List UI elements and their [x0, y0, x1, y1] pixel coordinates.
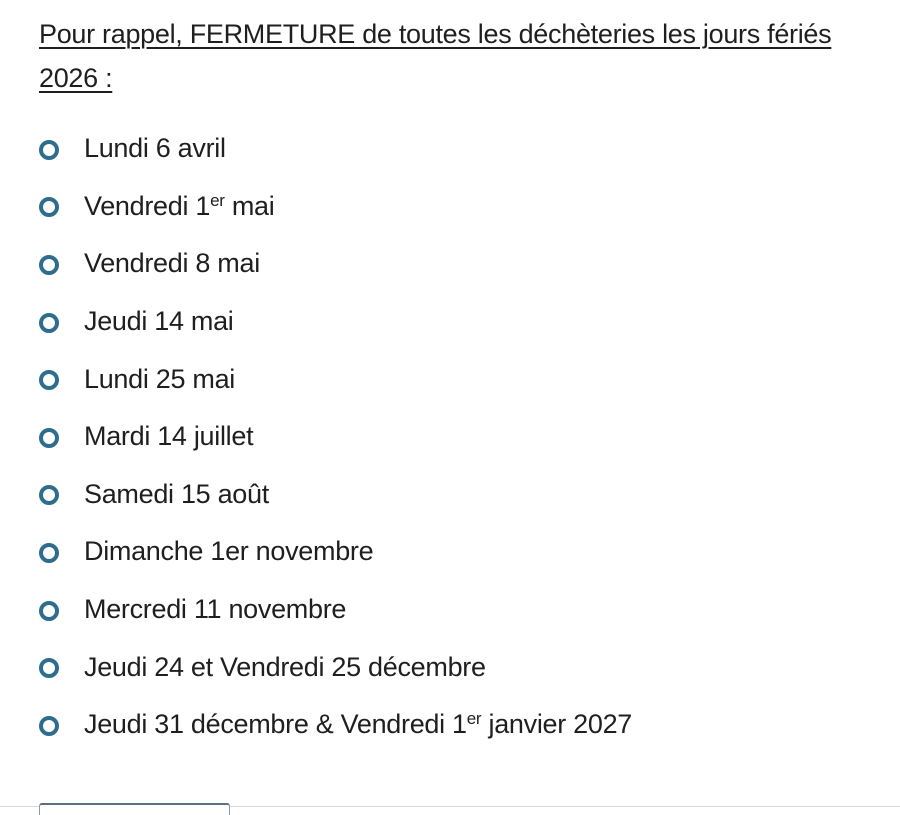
list-item — [39, 523, 879, 581]
holiday-label — [84, 709, 632, 740]
holiday-label: Dimanche 1er novembre — [84, 536, 374, 567]
ring-bullet-icon — [39, 313, 59, 333]
ring-bullet-icon — [39, 197, 59, 217]
holiday-label: Samedi 15 août — [84, 478, 269, 509]
holiday-label-rest: mai — [224, 190, 275, 221]
holiday-label-rest: janvier 2027 — [481, 709, 633, 740]
holiday-label: Vendredi 8 mai — [84, 248, 260, 279]
ring-bullet-icon — [39, 428, 59, 448]
holiday-list — [39, 120, 879, 754]
list-item — [39, 581, 879, 639]
list-item — [39, 408, 879, 466]
holiday-label: Jeudi 14 mai — [84, 306, 234, 337]
list-item — [39, 293, 879, 351]
notice-title: Pour rappel, FERMETURE de toutes les déchèteries les jours fériés 2026 : — [39, 19, 832, 93]
list-item — [39, 235, 879, 293]
ordinal-suffix: er — [466, 709, 482, 729]
next-section-button[interactable] — [39, 803, 230, 815]
ring-bullet-icon — [39, 255, 59, 275]
ring-bullet-icon — [39, 601, 59, 621]
ring-bullet-icon — [39, 716, 59, 736]
list-item — [39, 696, 879, 754]
ring-bullet-icon — [39, 543, 59, 563]
list-item — [39, 178, 879, 236]
holiday-label: Mardi 14 juillet — [84, 421, 254, 452]
ring-bullet-icon — [39, 140, 59, 160]
holiday-label: Jeudi 24 et Vendredi 25 décembre — [84, 651, 486, 682]
holiday-label — [84, 191, 274, 222]
holiday-label: Lundi 6 avril — [84, 133, 226, 164]
list-item — [39, 638, 879, 696]
holiday-label-main: Jeudi 31 décembre & Vendredi 1 — [84, 709, 467, 740]
ring-bullet-icon — [39, 370, 59, 390]
list-item — [39, 120, 879, 178]
closure-notice — [39, 12, 879, 100]
list-item — [39, 466, 879, 524]
holiday-label-main: Vendredi 1 — [84, 190, 211, 221]
ring-bullet-icon — [39, 658, 59, 678]
holiday-label: Mercredi 11 novembre — [84, 594, 347, 625]
ring-bullet-icon — [39, 485, 59, 505]
holiday-label: Lundi 25 mai — [84, 363, 236, 394]
ordinal-suffix: er — [210, 190, 225, 210]
list-item — [39, 350, 879, 408]
